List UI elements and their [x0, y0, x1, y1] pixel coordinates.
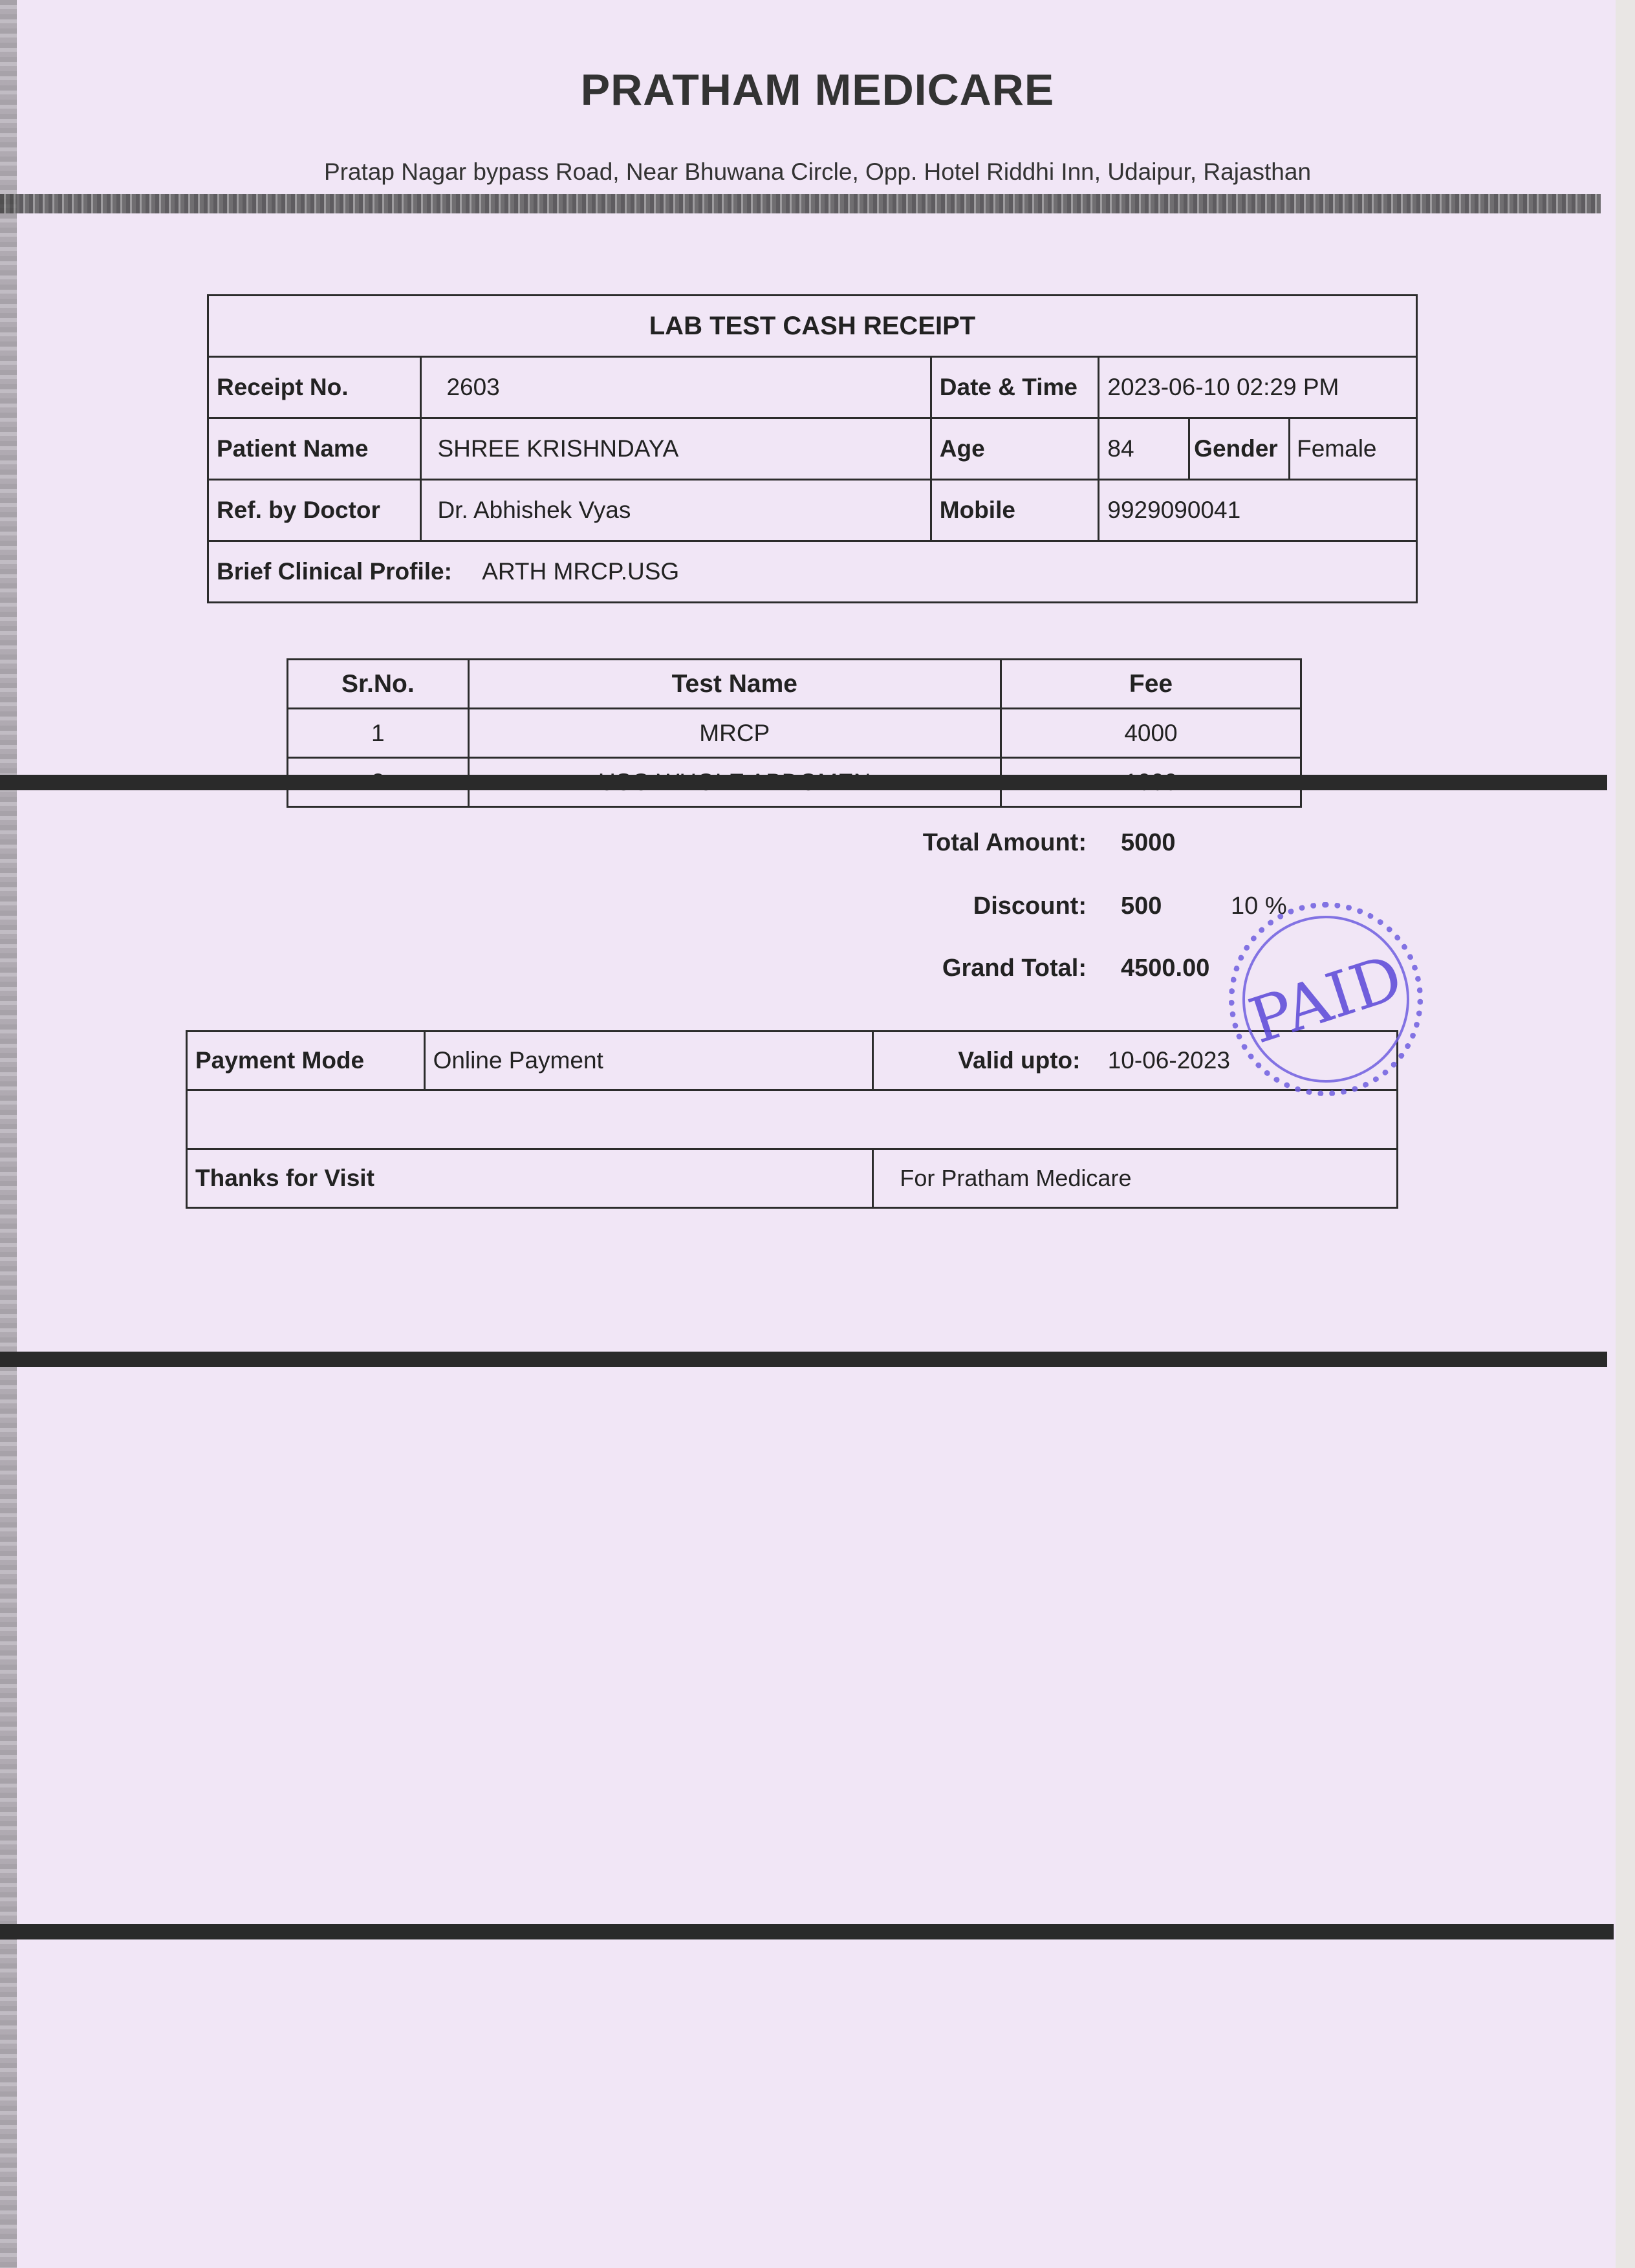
- test-name: MRCP: [468, 709, 1001, 758]
- age-label: Age: [931, 418, 1099, 480]
- discount-percent: 10 %: [1231, 892, 1287, 920]
- col-header-srno: Sr.No.: [288, 660, 469, 709]
- header-divider: [0, 194, 1601, 213]
- age-value: 84: [1099, 418, 1189, 480]
- clinic-address: Pratap Nagar bypass Road, Near Bhuwana Circle, Opp. Hotel Riddhi Inn, Udaipur, Rajasthan: [323, 158, 1312, 185]
- paid-stamp-text: PAID: [1240, 940, 1411, 1058]
- receipt-info-table: [207, 294, 1418, 603]
- discount-value: 500: [1121, 892, 1162, 920]
- receipt-no-value: 2603: [421, 357, 931, 418]
- datetime-label: Date & Time: [931, 357, 1099, 418]
- grand-total-value: 4500.00: [1121, 955, 1210, 982]
- table-row: [288, 709, 1301, 758]
- grand-total-label: Grand Total:: [942, 955, 1087, 982]
- scan-stripe: [0, 1924, 1614, 1939]
- ref-doctor-label: Ref. by Doctor: [208, 480, 421, 541]
- receipt-caption: LAB TEST CASH RECEIPT: [208, 296, 1417, 357]
- receipt-no-label: Receipt No.: [208, 357, 421, 418]
- mobile-value: 9929090041: [1099, 480, 1417, 541]
- clinical-profile-label: Brief Clinical Profile:: [217, 558, 452, 585]
- patient-name-label: Patient Name: [208, 418, 421, 480]
- datetime-value: 2023-06-10 02:29 PM: [1099, 357, 1417, 418]
- ref-doctor-value: Dr. Abhishek Vyas: [421, 480, 931, 541]
- signatory-text: For Pratham Medicare: [873, 1149, 1398, 1208]
- payment-mode-value: Online Payment: [424, 1031, 873, 1090]
- thanks-text: Thanks for Visit: [187, 1149, 873, 1208]
- paid-stamp: [1229, 902, 1423, 1096]
- blank-row: [187, 1090, 1398, 1149]
- test-srno: 1: [288, 709, 469, 758]
- scan-stripe: [0, 1352, 1607, 1367]
- gender-label: Gender: [1189, 418, 1290, 480]
- col-header-test-name: Test Name: [468, 660, 1001, 709]
- patient-name-value: SHREE KRISHNDAYA: [421, 418, 931, 480]
- gender-value: Female: [1290, 418, 1417, 480]
- clinic-name: PRATHAM MEDICARE: [580, 65, 1055, 114]
- total-amount-label: Total Amount:: [922, 829, 1087, 856]
- discount-label: Discount:: [973, 892, 1087, 920]
- col-header-fee: Fee: [1001, 660, 1301, 709]
- clinical-profile-value: ARTH MRCP.USG: [482, 558, 680, 585]
- valid-upto-label: Valid upto:: [958, 1047, 1081, 1074]
- valid-upto-value: 10-06-2023: [1107, 1047, 1230, 1074]
- paid-stamp-ring: [1242, 916, 1409, 1083]
- clinical-profile-row: [208, 541, 1417, 603]
- scan-right-edge: [1616, 0, 1635, 2268]
- payment-table: [186, 1030, 1398, 1209]
- total-amount-value: 5000: [1121, 829, 1176, 856]
- test-fee: 4000: [1001, 709, 1301, 758]
- scan-stripe: [0, 775, 1607, 790]
- payment-mode-label: Payment Mode: [187, 1031, 425, 1090]
- mobile-label: Mobile: [931, 480, 1099, 541]
